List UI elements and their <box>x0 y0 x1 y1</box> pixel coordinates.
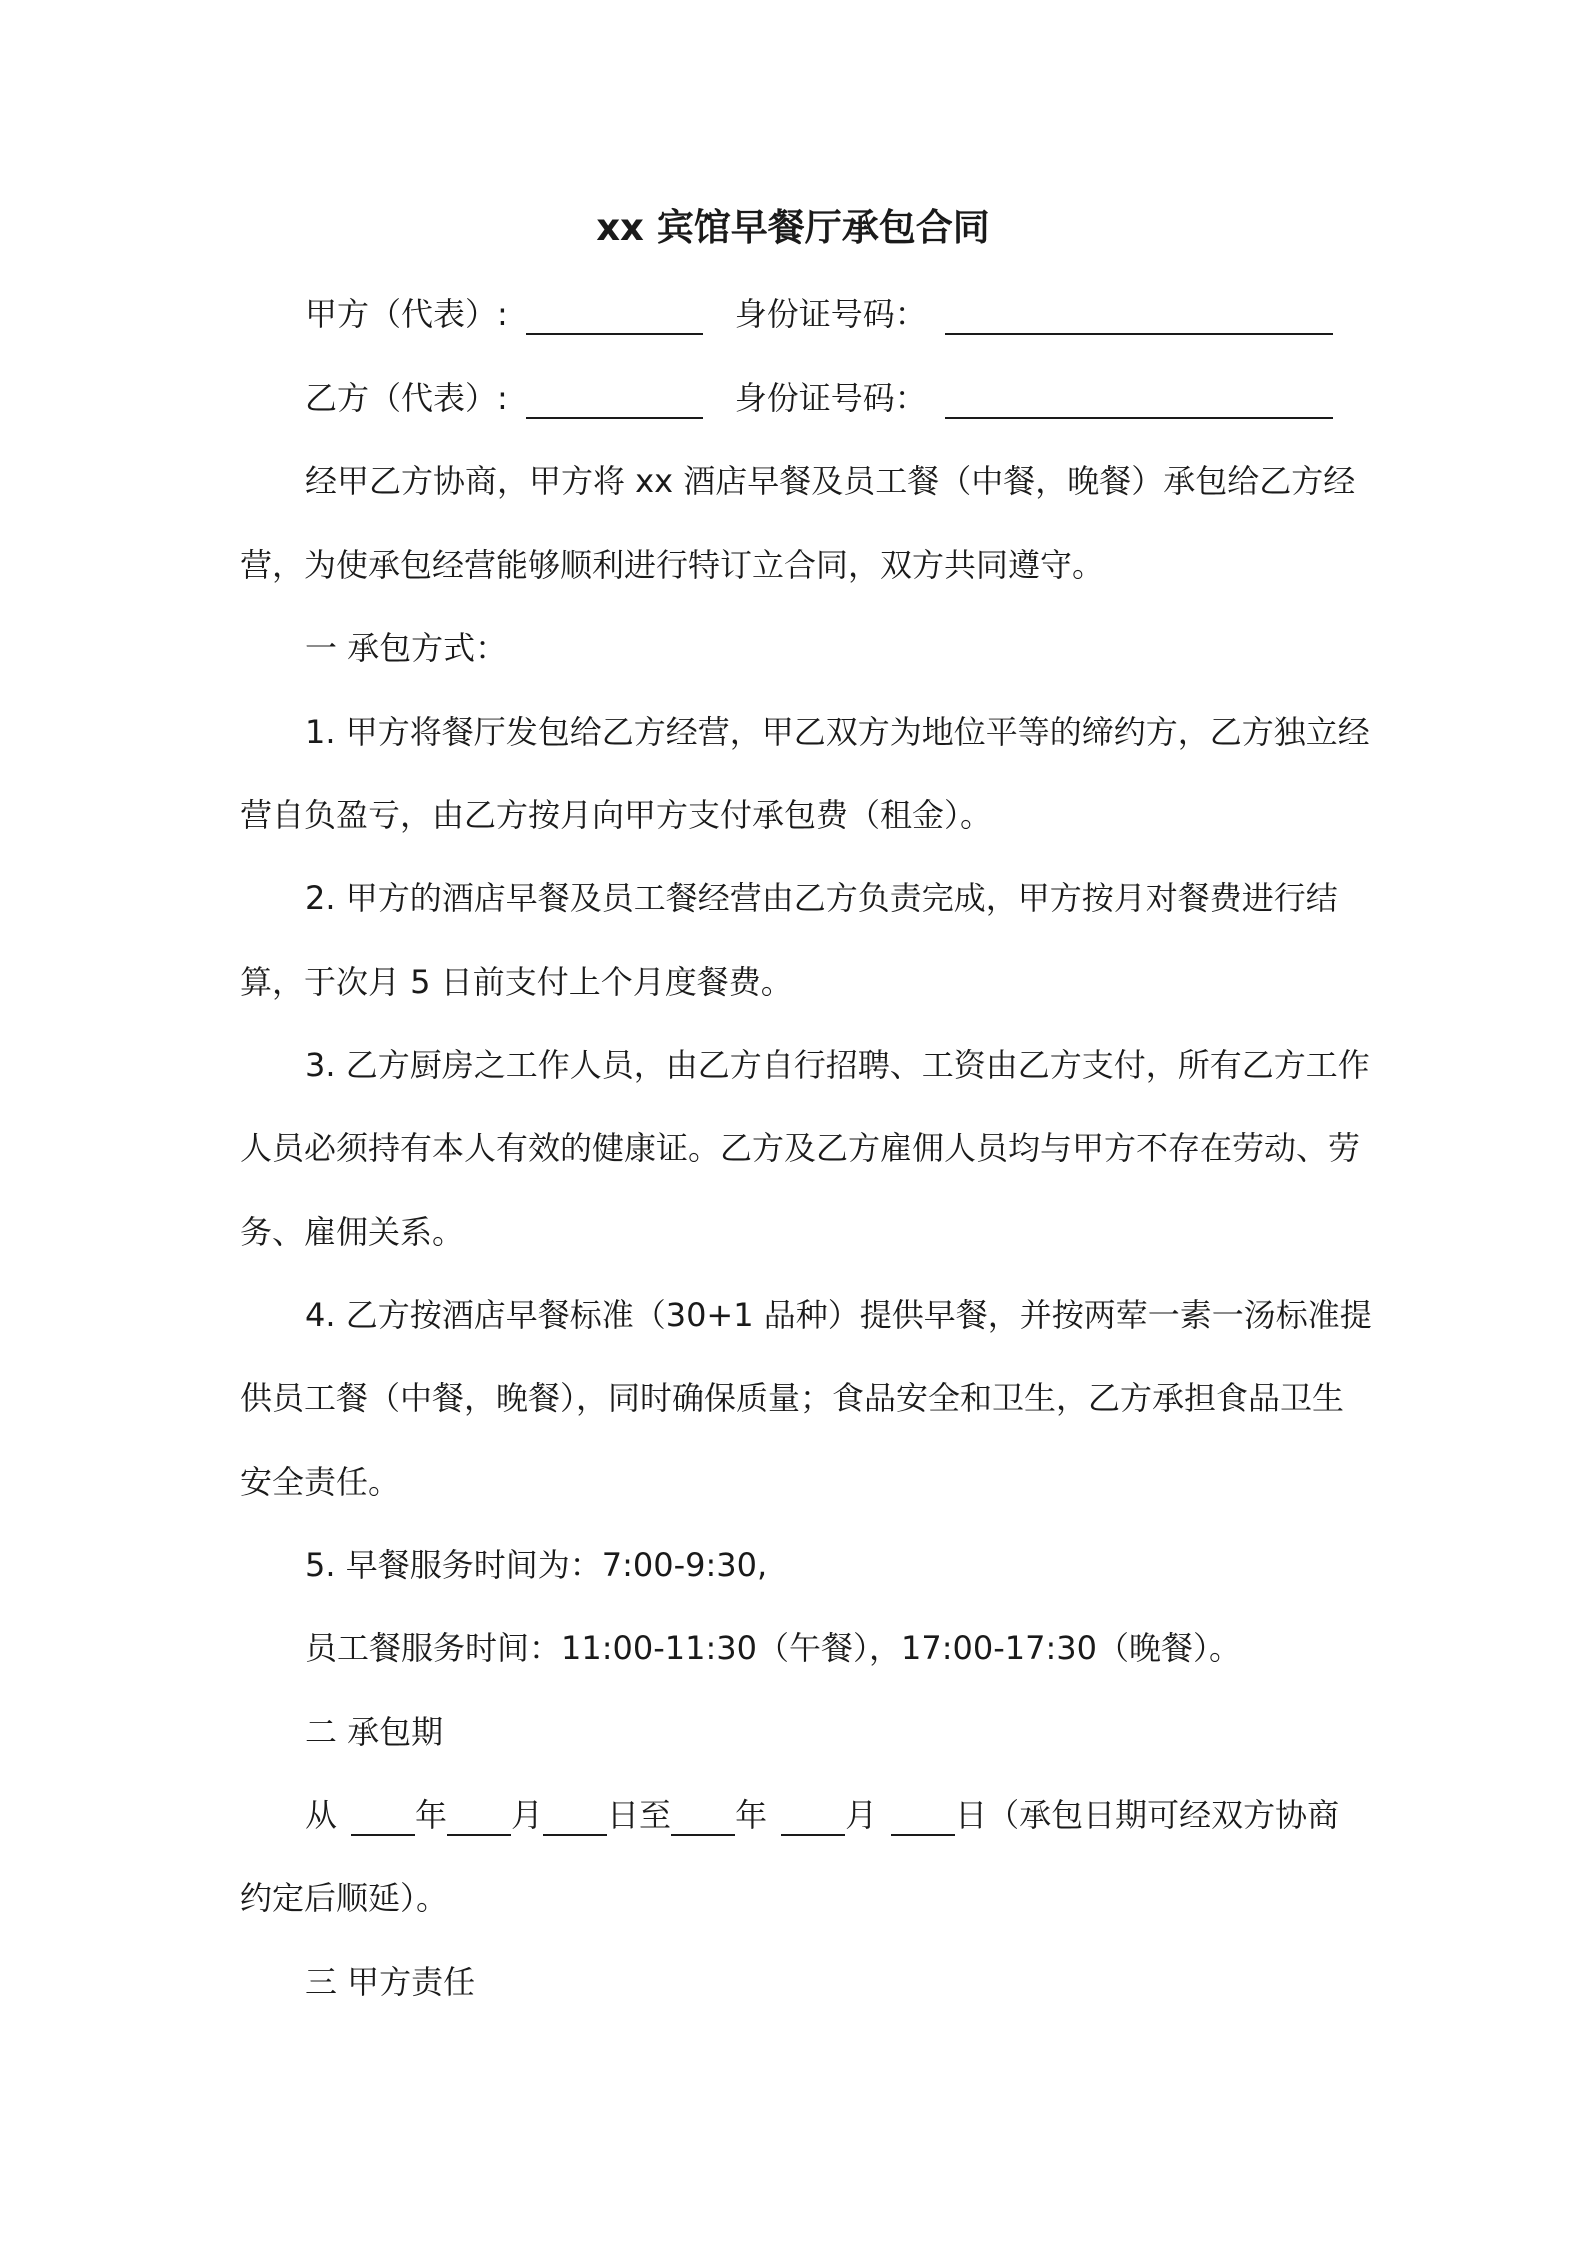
item-4-line-3: 安全责任。 <box>240 1463 401 1501</box>
party-a-label: 甲方（代表）: <box>305 295 508 333</box>
item-4-line-2: 供员工餐（中餐，晚餐），同时确保质量；食品安全和卫生，乙方承担食品卫生 <box>240 1379 1345 1417</box>
term-end-year-label: 年 <box>735 1796 768 1834</box>
party-a-name-blank <box>526 293 703 335</box>
intro-line-1: 经甲乙方协商，甲方将 xx 酒店早餐及员工餐（中餐，晚餐）承包给乙方经 <box>305 462 1356 500</box>
section-3-heading: 三 甲方责任 <box>305 1963 476 2001</box>
party-b-id-blank <box>945 377 1333 419</box>
section-2-heading: 二 承包期 <box>305 1713 444 1751</box>
term-day-to-label: 日至 <box>607 1796 672 1834</box>
start-month-blank <box>447 1794 511 1836</box>
page-title: xx 宾馆早餐厅承包合同 <box>596 206 990 249</box>
term-end-day-label: 日 <box>955 1796 988 1834</box>
item-1-line-2: 营自负盈亏，由乙方按月向甲方支付承包费（租金）。 <box>240 796 993 834</box>
end-month-blank <box>781 1794 845 1836</box>
party-b-name-blank <box>526 377 703 419</box>
party-b-id-label: 身份证号码： <box>734 379 927 417</box>
term-month-label: 月 <box>511 1796 544 1834</box>
start-day-blank <box>543 1794 607 1836</box>
item-4-line-1: 4. 乙方按酒店早餐标准（30+1 品种）提供早餐，并按两荤一素一汤标准提 <box>305 1296 1372 1334</box>
item-2-line-2: 算，于次月 5 日前支付上个月度餐费。 <box>240 963 793 1001</box>
party-a-id-label: 身份证号码： <box>734 295 927 333</box>
item-3-line-2: 人员必须持有本人有效的健康证。乙方及乙方雇佣人员均与甲方不存在劳动、劳 <box>240 1129 1361 1167</box>
term-year-label: 年 <box>415 1796 448 1834</box>
term-note: （承包日期可经双方协商 <box>987 1796 1340 1834</box>
item-3-line-3: 务、雇佣关系。 <box>240 1213 465 1251</box>
item-3-line-1: 3. 乙方厨房之工作人员，由乙方自行招聘、工资由乙方支付，所有乙方工作 <box>305 1046 1370 1084</box>
term-row <box>305 1785 1425 1845</box>
item-2-line-1: 2. 甲方的酒店早餐及员工餐经营由乙方负责完成，甲方按月对餐费进行结 <box>305 879 1338 917</box>
party-a-id-blank <box>945 293 1333 335</box>
start-year-blank <box>351 1794 415 1836</box>
party-b-label: 乙方（代表）: <box>305 379 508 417</box>
intro-line-2: 营，为使承包经营能够顺利进行特订立合同，双方共同遵守。 <box>240 546 1105 584</box>
end-year-blank <box>671 1794 735 1836</box>
item-5-line-1: 5. 早餐服务时间为：7:00-9:30, <box>305 1546 768 1584</box>
section-1-heading: 一 承包方式： <box>305 629 508 667</box>
item-5-line-2: 员工餐服务时间：11:00-11:30（午餐），17:00-17:30（晚餐）。 <box>305 1629 1241 1667</box>
term-from: 从 <box>305 1796 338 1834</box>
party-a-row <box>305 284 1425 344</box>
party-b-row <box>305 368 1425 428</box>
term-end-month-label: 月 <box>845 1796 878 1834</box>
item-1-line-1: 1. 甲方将餐厅发包给乙方经营，甲乙双方为地位平等的缔约方，乙方独立经 <box>305 713 1370 751</box>
term-note-continued: 约定后顺延）。 <box>240 1879 449 1917</box>
end-day-blank <box>891 1794 955 1836</box>
